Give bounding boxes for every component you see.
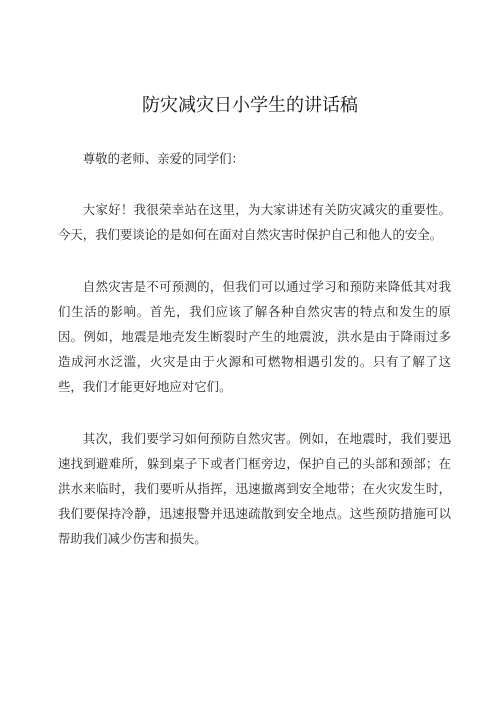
greeting-line: 尊敬的老师、亲爱的同学们： — [82, 151, 244, 166]
paragraph-prevention: 其次，我们要学习如何预防自然灾害。例如，在地震时，我们要迅速找到避难所，躲到桌子下或者门框旁边，保护自己的头部和颈部；在洪水来临时，我们要听从指挥，迅速撤离到安全地带；在火灾发生时，我们要保持冷静，迅速报警并迅速疏散到安全地点。这些预防措施可以帮助我们减少伤害和损失。 — [58, 431, 451, 546]
paragraph-intro: 大家好！我很荣幸站在这里，为大家讲述有关防灾减灾的重要性。今天，我们要谈论的是如何在面对自然灾害时保护自己和他人的安全。 — [58, 202, 451, 242]
document-body — [58, 146, 451, 578]
paragraph-understanding: 自然灾害是不可预测的，但我们可以通过学习和预防来降低其对我们生活的影响。首先，我们应该了解各种自然灾害的特点和发生的原因。例如，地震是地壳发生断裂时产生的地震波，洪水是由于降雨过多造成河水泛滥，火灾是由于火源和可燃物相遇引发的。只有了解了这些，我们才能更好地应对它们。 — [58, 279, 451, 394]
document-title: 防灾减灾日小学生的讲话稿 — [142, 95, 358, 116]
